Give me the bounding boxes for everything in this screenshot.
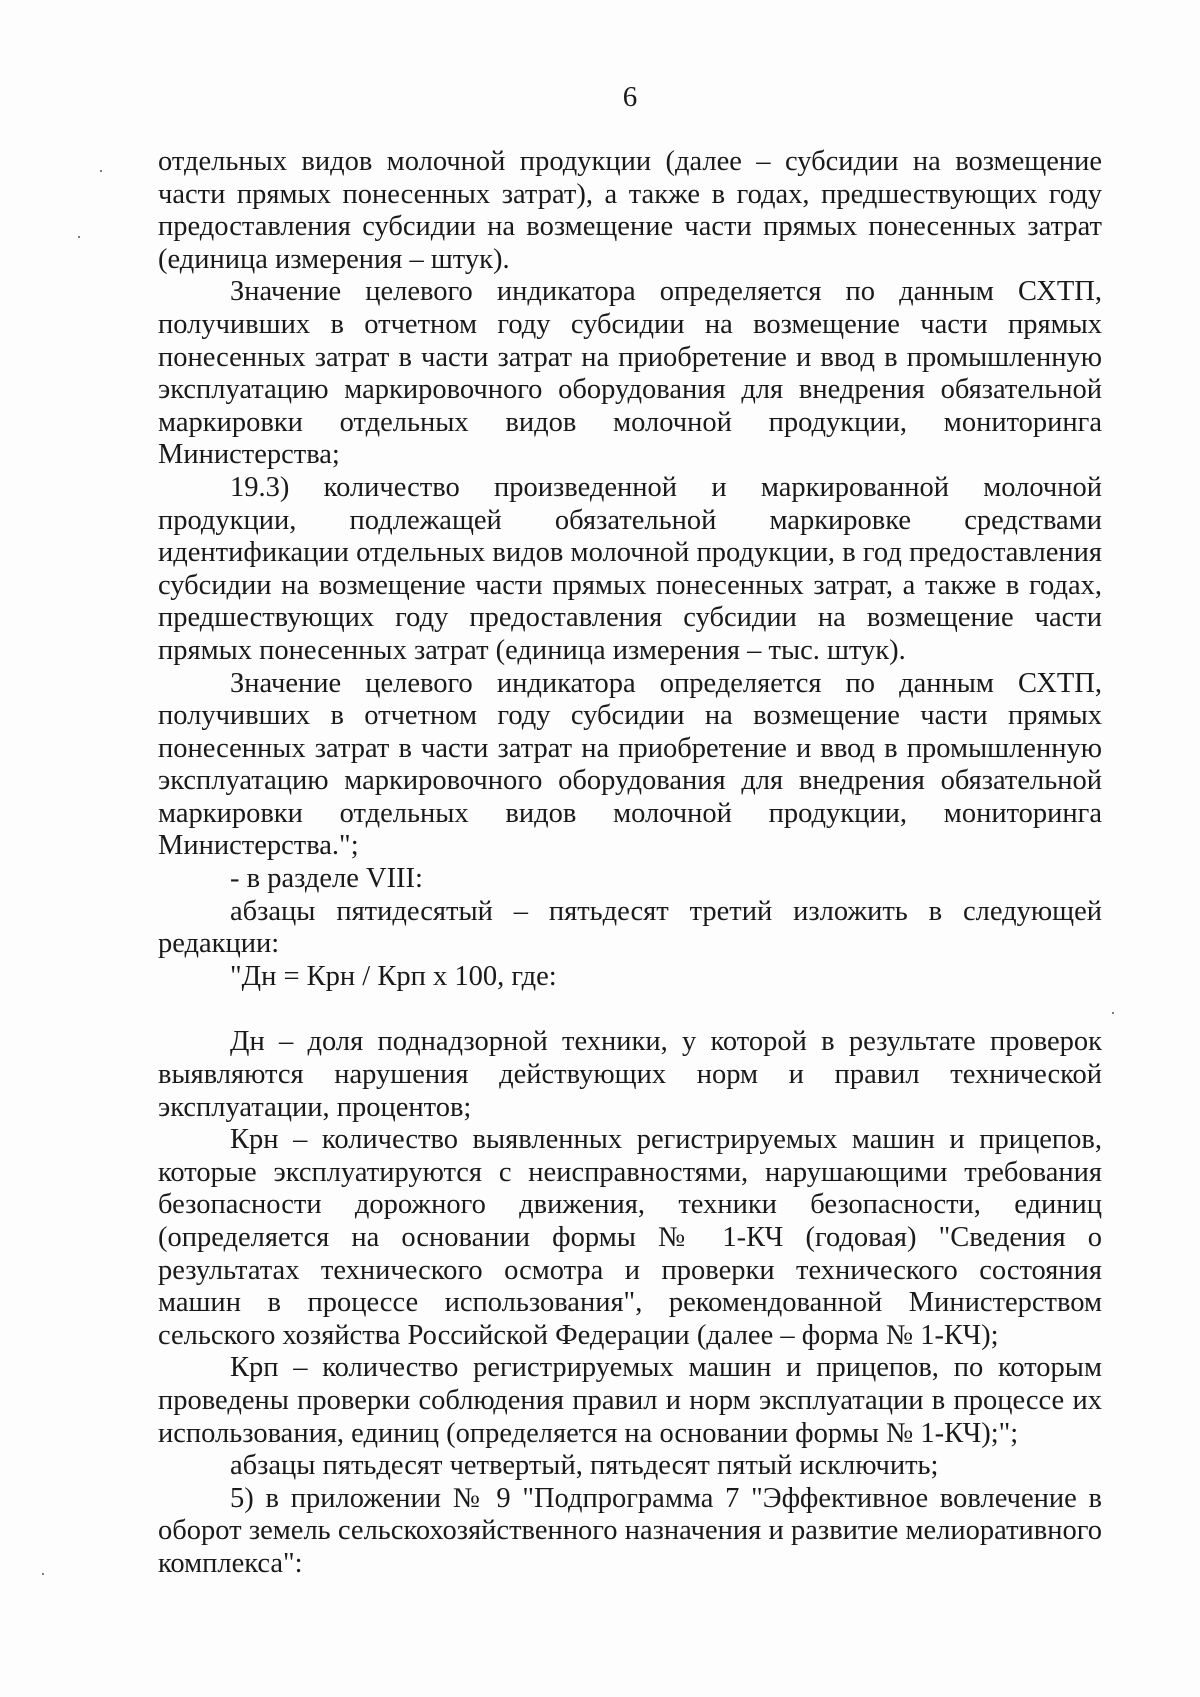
formula-gap xyxy=(158,993,1102,1026)
page-number: 6 xyxy=(622,81,638,113)
paragraph-section-viii: - в разделе VIII: xyxy=(230,863,423,895)
paragraph-appendix-9: 5) в приложении № 9 "Подпрограмма 7 "Эффективное вовлечение в оборот земель сельскохозяйственного назначения и развитие мелиоративного комплекса": xyxy=(158,1482,1102,1579)
document-body xyxy=(158,146,1102,1581)
scan-speck xyxy=(100,170,102,172)
paragraph-indicator-value-2: Значение целевого индикатора определяется по данным СХТП, получивших в отчетном году субсидии на возмещение части прямых понесенных затрат в части затрат на приобретение и ввод в промышленную эксплуатацию маркировочного оборудования для внедрения обязательной маркировки отдельных видов молочной продукции, мониторинга Министерства."; xyxy=(158,667,1102,862)
paragraph-item-19-3: 19.3) количество произведенной и маркированной молочной продукции, подлежащей обязательной маркировке средствами идентификации отдельных видов молочной продукции, в год предоставления субсидии на возмещение части прямых понесенных затрат, а также в годах, предшествующих году предоставления субсидии на возмещение части прямых понесенных затрат (единица измерения – тыс. штук). xyxy=(158,471,1102,666)
paragraph-formula: "Дн = Крн / Крп х 100, где: xyxy=(230,960,557,992)
paragraph-continuation: отдельных видов молочной продукции (далее – субсидии на возмещение части прямых понесенных затрат), а также в годах, предшествующих году предоставления субсидии на возмещение части прямых понесенных затрат (единица измерения – штук). xyxy=(158,146,1102,275)
paragraph-amendment-instruction: абзацы пятидесятый – пятьдесят третий изложить в следующей редакции: xyxy=(158,895,1102,960)
paragraph-exclude: абзацы пятьдесят четвертый, пятьдесят пятый исключить; xyxy=(230,1450,939,1482)
paragraph-indicator-value: Значение целевого индикатора определяется по данным СХТП, получивших в отчетном году субсидии на возмещение части прямых понесенных затрат в части затрат на приобретение и ввод в промышленную эксплуатацию маркировочного оборудования для внедрения обязательной маркировки отдельных видов молочной продукции, мониторинга Министерства; xyxy=(158,276,1102,471)
scan-speck xyxy=(42,1573,44,1575)
paragraph-definition-krp: Крп – количество регистрируемых машин и прицепов, по которым проведены проверки соблюдения правил и норм эксплуатации в процессе их использования, единиц (определяется на основании формы № 1-КЧ);"; xyxy=(158,1352,1102,1449)
scan-speck xyxy=(1112,1012,1114,1014)
paragraph-definition-dn: Дн – доля поднадзорной техники, у которой в результате проверок выявляются нарушения действующих норм и правил технической эксплуатации, процентов; xyxy=(158,1026,1102,1123)
paragraph-definition-krn: Крн – количество выявленных регистрируемых машин и прицепов, которые эксплуатируются с неисправностями, нарушающими требования безопасности дорожного движения, техники безопасности, единиц (определяется на основании формы № 1-КЧ (годовая) "Сведения о результатах технического осмотра и проверки технического состояния машин в процессе использования", рекомендованной Министерством сельского хозяйства Российской Федерации (далее – форма № 1-КЧ); xyxy=(158,1124,1102,1351)
scan-speck xyxy=(78,236,80,238)
